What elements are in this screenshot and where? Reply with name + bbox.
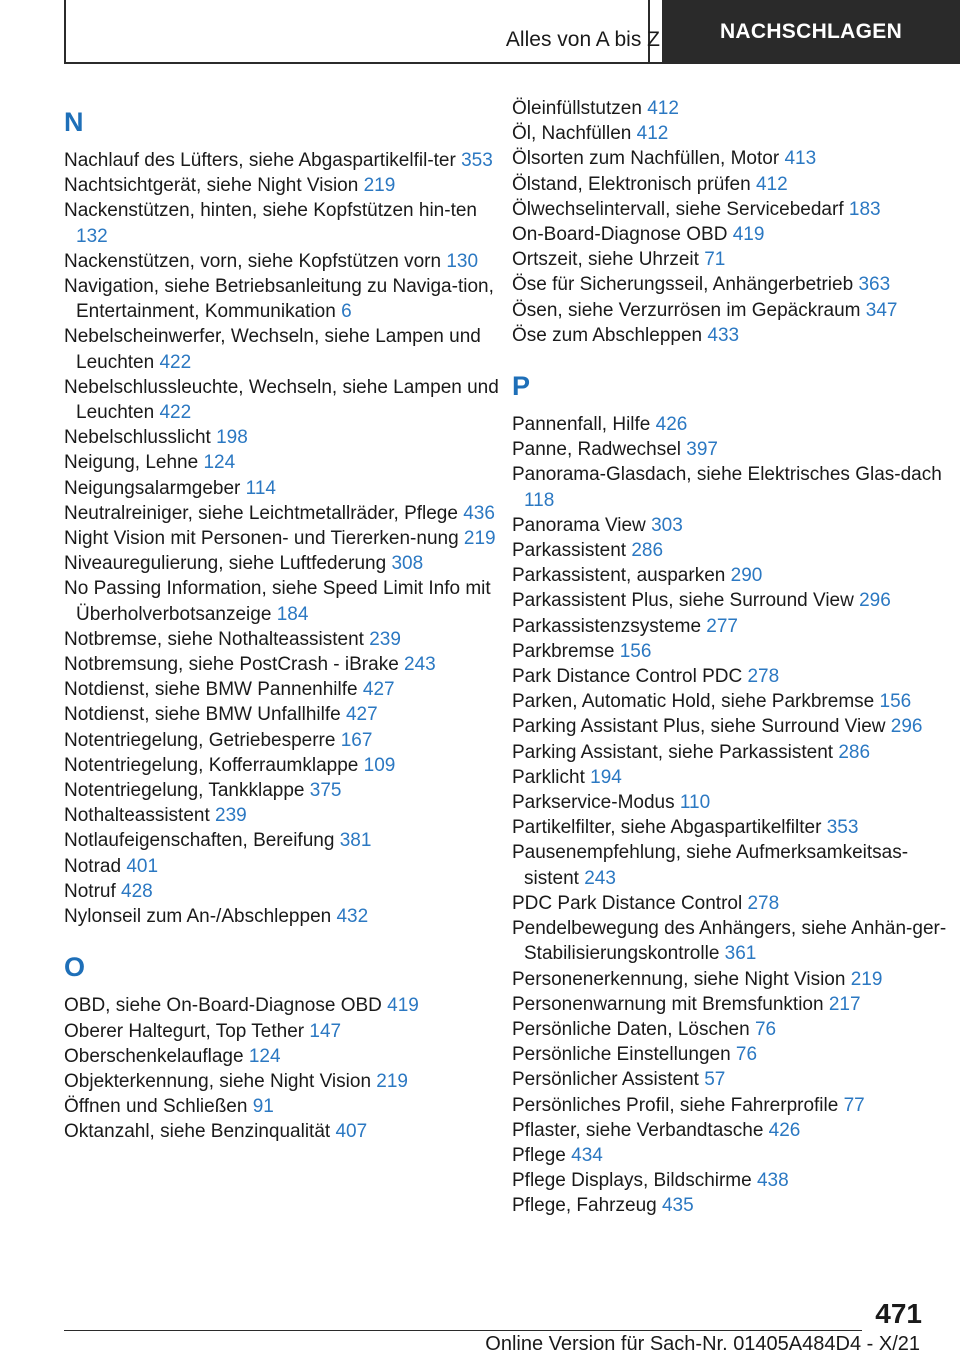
index-entry-page-link[interactable]: 413	[784, 148, 817, 170]
index-entry-page-link[interactable]: 183	[848, 198, 881, 220]
index-entry-term: Parkassistent, ausparken	[512, 565, 726, 587]
index-entry-page-link[interactable]: 124	[248, 1045, 281, 1067]
index-entry-term: Nebelschlusslicht	[64, 427, 211, 449]
index-entry-page-link[interactable]: 156	[619, 640, 652, 662]
index-entry-term: Neigungsalarmgeber	[64, 477, 241, 499]
index-entry-term: Nebelschlussleuchte, Wechseln, siehe Lampen und Leuchten	[64, 376, 499, 424]
index-entry-page-link[interactable]: 114	[245, 477, 276, 499]
index-entry	[64, 274, 504, 324]
index-entry-page-link[interactable]: 308	[391, 553, 424, 575]
index-entry-page-link[interactable]: 412	[647, 98, 679, 119]
index-entry	[64, 576, 504, 626]
index-entry-term: Notbremsung, siehe PostCrash - iBrake	[64, 654, 399, 676]
index-entry	[512, 790, 952, 815]
index-entry-term: Park Distance Control PDC	[512, 666, 743, 688]
index-entry-page-link[interactable]: 147	[309, 1020, 342, 1042]
index-entry	[64, 778, 504, 803]
index-entry-page-link[interactable]: 296	[890, 716, 923, 738]
index-entry-page-link[interactable]: 91	[252, 1096, 274, 1118]
index-entry-page-link[interactable]: 303	[651, 514, 683, 536]
index-entry-page-link[interactable]: 243	[404, 654, 436, 676]
index-entry-term: Oberschenkelauflage	[64, 1045, 244, 1067]
index-entry	[512, 1143, 952, 1168]
index-entry-term: Pflege	[512, 1144, 566, 1166]
index-entry	[64, 1094, 504, 1119]
index-entry-page-link[interactable]: 118	[524, 489, 555, 511]
index-entry-term: Persönliche Einstellungen	[512, 1044, 731, 1066]
index-letter-heading: O	[64, 952, 86, 983]
index-entry	[64, 828, 504, 853]
index-entry-term: Persönlicher Assistent	[512, 1069, 699, 1091]
index-entry	[512, 323, 952, 348]
footer-text: Online Version für Sach-Nr. 01405A484D4 - X/21	[485, 1333, 920, 1355]
index-entry-term: Notruf	[64, 880, 116, 902]
index-entry-page-link[interactable]: 432	[336, 906, 369, 928]
index-entry	[512, 740, 952, 765]
index-entry	[64, 450, 504, 475]
index-entry	[64, 1069, 504, 1094]
index-entry-term: Neigung, Lehne	[64, 452, 199, 474]
index-entry	[512, 222, 952, 247]
index-entry-page-link[interactable]: 76	[735, 1044, 758, 1066]
index-entry-term: Ölstand, Elektronisch prüfen	[512, 173, 751, 195]
index-entry-page-link[interactable]: 77	[843, 1094, 865, 1116]
index-entry-page-link[interactable]: 110	[679, 792, 711, 814]
index-entry-term: Pflege, Fahrzeug	[512, 1195, 657, 1217]
index-entry-page-link[interactable]: 239	[369, 628, 401, 650]
index-entry-term: Oberer Haltegurt, Top Tether	[64, 1020, 305, 1042]
index-entry	[512, 1168, 952, 1193]
index-entry	[512, 639, 952, 664]
index-entry-page-link[interactable]: 286	[631, 540, 664, 562]
index-entry-term: Ölwechselintervall, siehe Servicebedarf	[512, 198, 844, 220]
index-entry-term: Ortszeit, siehe Uhrzeit	[512, 249, 699, 271]
index-entry-term: Nachtsichtgerät, siehe Night Vision	[64, 175, 359, 197]
index-entry-term: Pendelbewegung des Anhängers, siehe Anhän-ger-Stabilisierungskontrolle	[512, 918, 947, 965]
index-entry-page-link[interactable]: 278	[747, 666, 780, 688]
index-entry	[512, 1118, 952, 1143]
index-entry-term: OBD, siehe On-Board-Diagnose OBD	[64, 995, 382, 1017]
index-entry-page-link[interactable]: 363	[858, 274, 891, 296]
index-entry-page-link[interactable]: 419	[732, 224, 765, 246]
index-entry-page-link[interactable]: 278	[747, 892, 780, 914]
index-entry-page-link[interactable]: 407	[335, 1121, 368, 1143]
index-entry	[64, 375, 504, 425]
index-entry	[64, 627, 504, 652]
index-entry	[64, 677, 504, 702]
index-column-right	[512, 96, 952, 1219]
index-entry-term: Notdienst, siehe BMW Pannenhilfe	[64, 679, 358, 701]
index-entry	[64, 198, 504, 248]
index-entry	[64, 476, 504, 501]
index-entry-page-link[interactable]: 436	[463, 502, 495, 524]
index-entry-term: Niveauregulierung, siehe Luftfederung	[64, 553, 387, 575]
index-entry-term: Pflege Displays, Bildschirme	[512, 1170, 752, 1192]
index-entry	[512, 146, 952, 171]
index-entry-page-link[interactable]: 243	[584, 867, 616, 889]
index-entry-page-link[interactable]: 130	[446, 250, 479, 272]
index-letter-heading: P	[512, 371, 531, 402]
index-entry-term: No Passing Information, siehe Speed Limit Info mit Überholverbotsanzeige	[64, 578, 491, 625]
index-entry	[64, 148, 504, 173]
index-entry	[64, 1044, 504, 1069]
index-entry-page-link[interactable]: 422	[159, 351, 192, 373]
index-entry-term: Pannenfall, Hilfe	[512, 414, 651, 436]
index-entry-page-link[interactable]: 57	[704, 1069, 726, 1091]
index-entry	[64, 249, 504, 274]
index-entry	[512, 563, 952, 588]
index-entry-term: Notlaufeigenschaften, Bereifung	[64, 830, 335, 852]
index-entry	[512, 272, 952, 297]
index-entry	[512, 664, 952, 689]
index-entry	[512, 1193, 952, 1218]
index-entry	[64, 753, 504, 778]
index-entry	[64, 854, 504, 879]
index-entry-page-link[interactable]: 156	[879, 691, 912, 713]
index-entry-page-link[interactable]: 361	[724, 943, 757, 965]
index-entry-page-link[interactable]: 433	[707, 324, 740, 346]
index-entry	[512, 172, 952, 197]
index-entry-page-link[interactable]: 239	[215, 805, 247, 827]
index-entry-page-link[interactable]: 412	[636, 123, 669, 145]
index-entry-page-link[interactable]: 198	[216, 427, 248, 449]
index-entry-term: Ösen, siehe Verzurrösen im Gepäckraum	[512, 299, 861, 321]
index-entry-term: Navigation, siehe Betriebsanleitung zu Naviga-tion, Entertainment, Kommunikation	[64, 276, 494, 323]
index-entry-page-link[interactable]: 124	[203, 452, 236, 474]
index-entry	[64, 702, 504, 727]
index-entry-term: Notentriegelung, Kofferraumklappe	[64, 754, 359, 776]
index-entry-term: Pflaster, siehe Verbandtasche	[512, 1119, 764, 1141]
index-entry-page-link[interactable]: 296	[859, 590, 891, 612]
index-entry	[64, 879, 504, 904]
index-entry-term: Parking Assistant, siehe Parkassistent	[512, 741, 834, 763]
index-entry	[512, 992, 952, 1017]
index-column-left	[64, 96, 504, 1145]
index-entry	[64, 526, 504, 551]
index-entry-page-link[interactable]: 109	[363, 754, 396, 776]
index-entry	[64, 1119, 504, 1144]
index-entry	[512, 1017, 952, 1042]
index-entry-term: PDC Park Distance Control	[512, 892, 743, 914]
index-entry	[512, 96, 952, 121]
index-entry-term: Neutralreiniger, siehe Leichtmetallräder, Pflege	[64, 502, 458, 524]
index-entry-page-link[interactable]: 353	[826, 817, 859, 839]
header-left-rule	[64, 0, 66, 64]
index-entry	[512, 815, 952, 840]
index-entry-page-link[interactable]: 438	[756, 1170, 789, 1192]
index-entry-page-link[interactable]: 419	[387, 995, 419, 1017]
index-entry-page-link[interactable]: 217	[828, 993, 861, 1015]
index-entry-page-link[interactable]: 286	[838, 741, 871, 763]
index-entry	[512, 967, 952, 992]
index-entry-term: Parking Assistant Plus, siehe Surround View	[512, 716, 886, 738]
index-entry-term: Objekterkennung, siehe Night Vision	[64, 1070, 372, 1092]
index-entry-term: Öse für Sicherungsseil, Anhängerbetrieb	[512, 274, 854, 296]
index-entry-term: Öffnen und Schließen	[64, 1096, 248, 1118]
index-entry-term: Nylonseil zum An-/Abschleppen	[64, 906, 332, 928]
index-entry-page-link[interactable]: 426	[768, 1119, 801, 1141]
index-entry-term: Personenwarnung mit Bremsfunktion	[512, 993, 824, 1015]
index-entry-term: Oktanzahl, siehe Benzinqualität	[64, 1121, 331, 1143]
index-entry-page-link[interactable]: 6	[341, 301, 352, 323]
index-entry-term: Notbremse, siehe Nothalteassistent	[64, 628, 364, 650]
index-entry-term: Parkassistent	[512, 540, 627, 562]
index-entry	[512, 1042, 952, 1067]
index-entry-term: Personenerkennung, siehe Night Vision	[512, 968, 846, 990]
index-entry-term: Panne, Radwechsel	[512, 439, 681, 461]
index-entry-page-link[interactable]: 401	[126, 855, 159, 877]
index-entry-term: Nothalteassistent	[64, 805, 210, 827]
index-entry	[64, 993, 504, 1018]
index-entry-page-link[interactable]: 347	[865, 299, 898, 321]
index-entry-page-link[interactable]: 219	[376, 1070, 408, 1092]
index-entry-term: Panorama View	[512, 514, 646, 536]
index-entry-page-link[interactable]: 219	[850, 968, 883, 990]
index-entry-page-link[interactable]: 428	[121, 880, 153, 902]
index-entry	[64, 652, 504, 677]
index-entry-term: Partikelfilter, siehe Abgaspartikelfilter	[512, 817, 822, 839]
index-entry-page-link[interactable]: 435	[661, 1195, 694, 1217]
index-entry-page-link[interactable]: 194	[590, 766, 622, 788]
index-entry	[64, 324, 504, 374]
index-entry-page-link[interactable]: 427	[362, 679, 395, 701]
chapter-title: NACHSCHLAGEN	[662, 0, 960, 64]
index-entry	[64, 551, 504, 576]
index-entry-term: On-Board-Diagnose OBD	[512, 224, 728, 246]
index-entry-term: Parkbremse	[512, 640, 615, 662]
index-entry	[64, 425, 504, 450]
index-entry-term: Nebelscheinwerfer, Wechseln, siehe Lampen und Leuchten	[64, 326, 481, 373]
index-entry-term: Pausenempfehlung, siehe Aufmerksamkeitsas-sistent	[512, 842, 909, 889]
index-entry-term: Persönliche Daten, Löschen	[512, 1018, 750, 1040]
index-entry	[64, 904, 504, 929]
index-entry-page-link[interactable]: 422	[159, 402, 192, 424]
index-entry	[512, 714, 952, 739]
index-entry-term: Nackenstützen, vorn, siehe Kopfstützen vorn	[64, 250, 442, 272]
index-entry-page-link[interactable]: 412	[755, 173, 788, 195]
index-entry	[64, 1019, 504, 1044]
index-entry-page-link[interactable]: 381	[339, 830, 372, 852]
index-entry-term: Ölsorten zum Nachfüllen, Motor	[512, 148, 780, 170]
index-entry	[512, 891, 952, 916]
index-entry-page-link[interactable]: 184	[276, 603, 309, 625]
index-entry	[512, 765, 952, 790]
index-entry	[512, 197, 952, 222]
index-entry-page-link[interactable]: 71	[704, 249, 726, 271]
index-entry-page-link[interactable]: 290	[730, 565, 763, 587]
index-entry	[64, 728, 504, 753]
index-entry	[512, 1093, 952, 1118]
footer-rule	[64, 1330, 862, 1331]
index-entry-term: Nackenstützen, hinten, siehe Kopfstützen hin-ten	[64, 200, 477, 222]
index-entry	[64, 803, 504, 828]
index-entry-page-link[interactable]: 397	[686, 439, 718, 461]
index-entry-page-link[interactable]: 427	[345, 704, 378, 726]
index-entry	[512, 588, 952, 613]
index-entry	[512, 412, 952, 437]
index-entry-page-link[interactable]: 219	[463, 528, 496, 550]
index-entry-term: Notrad	[64, 855, 122, 877]
index-entry	[64, 501, 504, 526]
section-title: Alles von A bis Z	[505, 28, 660, 51]
index-entry-term: Panorama-Glasdach, siehe Elektrisches Glas-dach	[512, 464, 942, 486]
index-entry-term: Parkassistent Plus, siehe Surround View	[512, 590, 854, 612]
index-entry	[512, 462, 952, 512]
index-entry-term: Notentriegelung, Getriebesperre	[64, 729, 336, 751]
index-entry-term: Notdienst, siehe BMW Unfallhilfe	[64, 704, 341, 726]
index-entry-term: Parkassistenzsysteme	[512, 615, 702, 637]
index-entry-term: Parkservice-Modus	[512, 792, 675, 814]
index-entry-term: Nachlauf des Lüfters, siehe Abgaspartikelfil-ter	[64, 150, 456, 171]
index-entry	[512, 689, 952, 714]
index-entry	[512, 1067, 952, 1092]
index-entry-term: Öleinfüllstutzen	[512, 98, 642, 119]
index-entry	[512, 121, 952, 146]
index-entry-page-link[interactable]: 353	[461, 150, 493, 171]
header-bottom-rule	[64, 62, 662, 64]
index-entry-page-link[interactable]: 434	[571, 1144, 603, 1166]
index-entry-term: Parken, Automatic Hold, siehe Parkbremse	[512, 691, 875, 713]
index-entry	[512, 840, 952, 890]
page-number: 471	[875, 1298, 922, 1329]
index-entry	[512, 916, 952, 966]
index-entry-page-link[interactable]: 426	[655, 414, 688, 436]
index-entry-page-link[interactable]: 132	[76, 225, 108, 247]
index-entry-page-link[interactable]: 219	[363, 175, 396, 197]
index-entry-page-link[interactable]: 167	[340, 729, 373, 751]
index-entry	[512, 247, 952, 272]
index-letter-heading: N	[64, 107, 84, 137]
index-entry-term: Parklicht	[512, 766, 585, 788]
index-entry	[512, 538, 952, 563]
index-entry-page-link[interactable]: 76	[754, 1018, 777, 1040]
index-entry	[64, 173, 504, 198]
index-entry-term: Öse zum Abschleppen	[512, 324, 703, 346]
index-entry-term: Öl, Nachfüllen	[512, 123, 632, 145]
index-entry-page-link[interactable]: 277	[706, 615, 738, 637]
index-entry-term: Night Vision mit Personen- und Tiererken-nung	[64, 528, 459, 550]
index-entry	[512, 513, 952, 538]
index-entry	[512, 614, 952, 639]
index-entry	[512, 437, 952, 462]
index-entry-page-link[interactable]: 375	[309, 780, 342, 802]
index-entry	[512, 298, 952, 323]
index-entry-term: Notentriegelung, Tankklappe	[64, 780, 305, 802]
index-entry-term: Persönliches Profil, siehe Fahrerprofile	[512, 1094, 839, 1116]
